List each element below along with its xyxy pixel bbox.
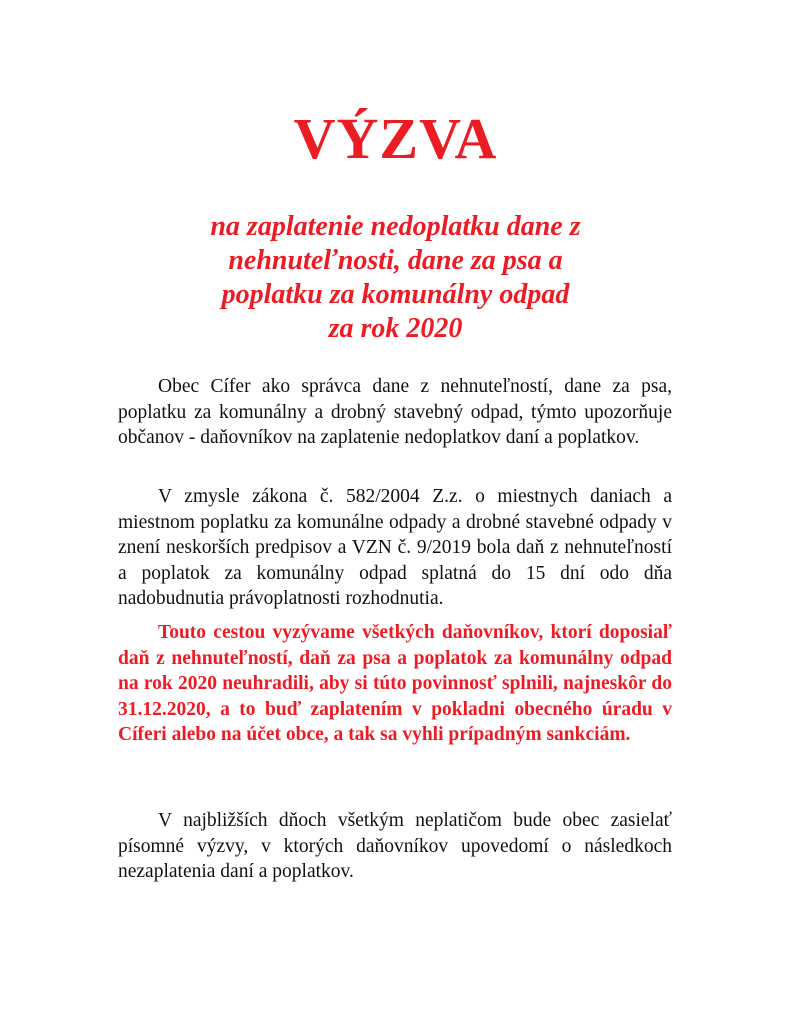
paragraph-call-to-pay: Touto cestou vyzývame všetkých daňovníkov, ktorí doposiaľ daň z nehnuteľností, daň za psa a poplatok za komunálny odpad na rok 2020 neuhradili, aby si túto povinnosť splnili, najneskôr do 31.12.2020, a to buď zaplatením v pokladni obecného úradu v Cíferi alebo na účet obce, a tak sa vyhli prípadným sankciám.	[118, 622, 672, 745]
paragraph-legal-basis: V zmysle zákona č. 582/2004 Z.z. o miestnych daniach a miestnom poplatku za komunálne odpady a drobné stavebné odpady v znení neskorších predpisov a VZN č. 9/2019 bola daň z nehnuteľností a poplatok za komunálny odpad splatná do 15 dní odo dňa nadobudnutia právoplatnosti rozhodnutia.	[118, 486, 672, 609]
subtitle-line: za rok 2020	[328, 313, 463, 344]
paragraph-notice: V najbližších dňoch všetkým neplatičom bude obec zasielať písomné výzvy, v ktorých daňovníkov upovedomí o následkoch nezaplatenia daní a poplatkov.	[118, 810, 672, 882]
document-subtitle	[120, 210, 671, 346]
subtitle-line: nehnuteľnosti, dane za psa a	[228, 245, 563, 276]
subtitle-line: na zaplatenie nedoplatku dane z	[210, 211, 581, 242]
paragraph-intro: Obec Cífer ako správca dane z nehnuteľností, dane za psa, poplatku za komunálny a drobný stavebný odpad, týmto upozorňuje občanov - daňovníkov na zaplatenie nedoplatkov daní a poplatkov.	[118, 376, 672, 448]
subtitle-line: poplatku za komunálny odpad	[221, 279, 570, 310]
document-title: VÝZVA	[293, 106, 498, 171]
